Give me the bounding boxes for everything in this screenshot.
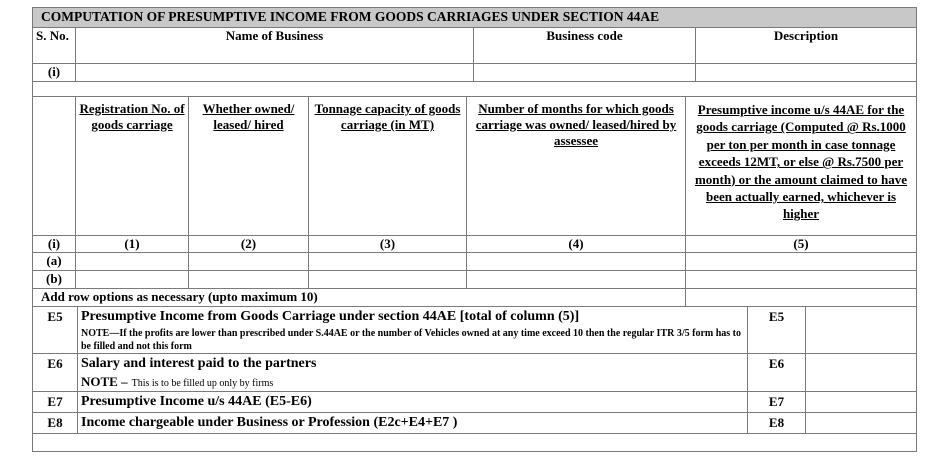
registration-input[interactable] <box>76 253 189 271</box>
col-number: (4) <box>467 236 686 253</box>
name-of-business-input[interactable] <box>76 64 474 82</box>
e5-note: NOTE—If the profits are lower than prescribed under S.44AE or the number of Vehicles owned at any time exceed 10 then the regular ITR 3/5 form has to be filled and not this form <box>81 328 741 352</box>
e6-note-prefix: NOTE – <box>81 374 128 389</box>
e6-ref: E6 <box>748 354 806 392</box>
row-index: (i) <box>33 64 76 82</box>
row-label: (b) <box>33 271 76 289</box>
income-input[interactable] <box>686 271 917 289</box>
description-header: Description <box>696 28 917 64</box>
spacer-row <box>33 82 917 97</box>
months-header: Number of months for which goods carriage was owned/ leased/hired by assessee <box>475 101 677 148</box>
add-rows-note: Add row options as necessary (upto maximum 10) <box>33 289 686 307</box>
goods-carriage-table <box>32 96 917 307</box>
sno-header: S. No. <box>33 28 76 64</box>
e7-label: Presumptive Income u/s 44AE (E5-E6) <box>78 392 748 413</box>
e5-ref: E5 <box>748 307 806 354</box>
col-number: (3) <box>309 236 467 253</box>
e8-amount-input[interactable] <box>806 413 917 434</box>
owned-leased-hired-header: Whether owned/ leased/ hired <box>202 101 295 132</box>
business-code-header: Business code <box>474 28 696 64</box>
income-input[interactable] <box>686 253 917 271</box>
e8-code: E8 <box>33 413 78 434</box>
business-table <box>32 7 917 97</box>
registration-input[interactable] <box>76 271 189 289</box>
tonnage-input[interactable] <box>309 253 467 271</box>
col-number: (5) <box>686 236 917 253</box>
description-input[interactable] <box>696 64 917 82</box>
registration-header: Registration No. of goods carriage <box>79 101 185 132</box>
e7-ref: E7 <box>748 392 806 413</box>
tonnage-input[interactable] <box>309 271 467 289</box>
tonnage-header: Tonnage capacity of goods carriage (in MT) <box>314 101 461 132</box>
summary-table <box>32 306 917 452</box>
e7-amount-input[interactable] <box>806 392 917 413</box>
owned-input[interactable] <box>189 271 309 289</box>
row-label: (a) <box>33 253 76 271</box>
e5-amount-input[interactable] <box>806 307 917 354</box>
presumptive-income-header: Presumptive income u/s 44AE for the goods carriage (Computed @ Rs.1000 per ton per month in case tonnage exceeds 12MT, or else @ Rs.7500 per month) or the amount claimed to have been actually earned, whichever is higher <box>694 102 908 222</box>
business-code-input[interactable] <box>474 64 696 82</box>
section-title: COMPUTATION OF PRESUMPTIVE INCOME FROM GOODS CARRIAGES UNDER SECTION 44AE <box>33 8 917 28</box>
e5-code: E5 <box>33 307 78 354</box>
e8-ref: E8 <box>748 413 806 434</box>
col-number: (1) <box>76 236 189 253</box>
months-input[interactable] <box>467 253 686 271</box>
bottom-spacer <box>33 434 917 452</box>
e5-label: Presumptive Income from Goods Carriage under section 44AE [total of column (5)] <box>81 309 580 324</box>
form-44ae <box>32 7 916 452</box>
e6-label: Salary and interest paid to the partners <box>81 356 317 371</box>
blank-header <box>33 97 76 236</box>
e7-code: E7 <box>33 392 78 413</box>
owned-input[interactable] <box>189 253 309 271</box>
e8-label: Income chargeable under Business or Profession (E2c+E4+E7 ) <box>78 413 748 434</box>
e6-code: E6 <box>33 354 78 392</box>
add-rows-blank <box>686 289 917 307</box>
e6-amount-input[interactable] <box>806 354 917 392</box>
col-number: (2) <box>189 236 309 253</box>
months-input[interactable] <box>467 271 686 289</box>
name-of-business-header: Name of Business <box>76 28 474 64</box>
col-number: (i) <box>33 236 76 253</box>
e6-note: This is to be filled up only by firms <box>131 378 274 389</box>
